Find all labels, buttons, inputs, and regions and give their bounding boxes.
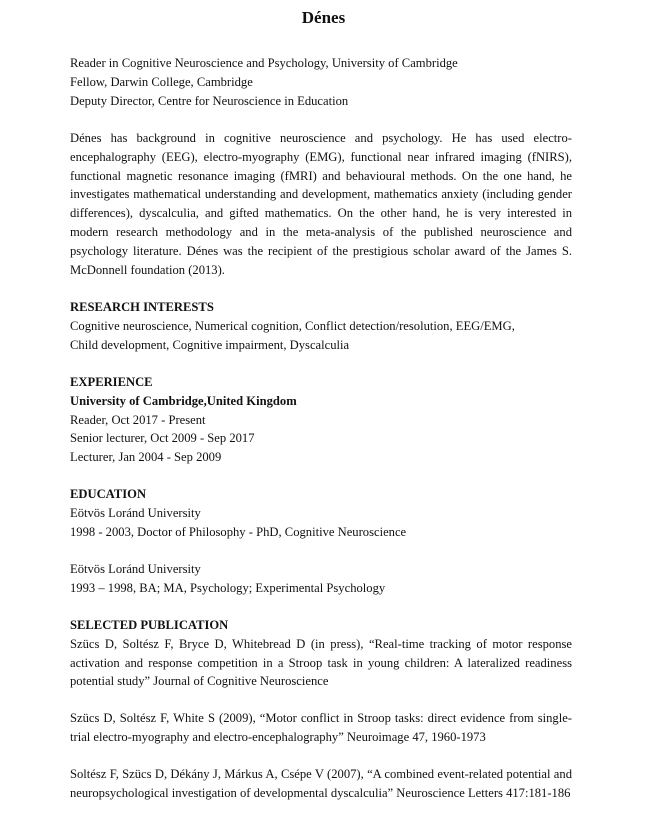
education-entry [70, 560, 572, 598]
role-line: Reader, Oct 2017 - Present [70, 412, 206, 427]
experience-section [70, 373, 572, 467]
bio-paragraph: Dénes has background in cognitive neuroscience and psychology. He has used electro-encephalography (EEG), electro-myography (EMG), functional near infrared imaging (fNIRS), functional magnetic resonance imaging (fMRI) and behavioural methods. On the one hand, he investigates mathematical understanding and development, mathematics anxiety (including gender differences), dyscalculia, and gifted mathematics. On the other hand, he is very interested in modern research methodology and in the meta-analysis of the published neuroscience and psychology literature. Dénes was the recipient of the prestigious scholar award of the James S. McDonnell foundation (2013). [70, 131, 572, 277]
affiliations [70, 54, 572, 110]
research-interests-line: Cognitive neuroscience, Numerical cognition, Conflict detection/resolution, EEG/EMG, [70, 318, 515, 333]
publication-item: Szücs D, Soltész F, Bryce D, Whitebread D (in press), “Real-time tracking of motor response activation and response competition in a Stroop task in young children: A lateralized readiness potential study” Journal of Cognitive Neuroscience [70, 636, 572, 689]
education-institution: Eötvös Loránd University [70, 505, 201, 520]
education-institution: Eötvös Loránd University [70, 562, 201, 576]
education-section [70, 485, 572, 541]
section-heading: EXPERIENCE [70, 375, 153, 389]
section-heading: RESEARCH INTERESTS [70, 300, 214, 314]
publication-item: Soltész F, Szücs D, Dékány J, Márkus A, Csépe V (2007), “A combined event-related potential and neuropsychological investigation of developmental dyscalculia” Neuroscience Letters 417:181-186 [70, 767, 572, 800]
publications-section [70, 616, 572, 691]
section-heading: SELECTED PUBLICATION [70, 618, 229, 632]
research-interests-section [70, 298, 572, 354]
research-interests-line: Child development, Cognitive impairment, Dyscalculia [70, 337, 350, 352]
affiliation-line: Reader in Cognitive Neuroscience and Psychology, University of Cambridge [70, 56, 458, 70]
section-heading: EDUCATION [70, 487, 147, 501]
role-line: Senior lecturer, Oct 2009 - Sep 2017 [70, 431, 255, 446]
education-detail: 1998 - 2003, Doctor of Philosophy - PhD, Cognitive Neuroscience [70, 524, 407, 539]
education-detail: 1993 – 1998, BA; MA, Psychology; Experimental Psychology [70, 580, 386, 595]
page-title: Dénes [301, 8, 346, 27]
affiliation-line: Deputy Director, Centre for Neuroscience in Education [70, 93, 349, 108]
employer-name: University of Cambridge,United Kingdom [70, 393, 297, 408]
role-line: Lecturer, Jan 2004 - Sep 2009 [70, 450, 222, 465]
affiliation-line: Fellow, Darwin College, Cambridge [70, 74, 253, 89]
publication-item: Szücs D, Soltész F, White S (2009), “Motor conflict in Stroop tasks: direct evidence from single-trial electro-myography and electro-encephalography” Neuroimage 47, 1960-1973 [70, 711, 572, 744]
